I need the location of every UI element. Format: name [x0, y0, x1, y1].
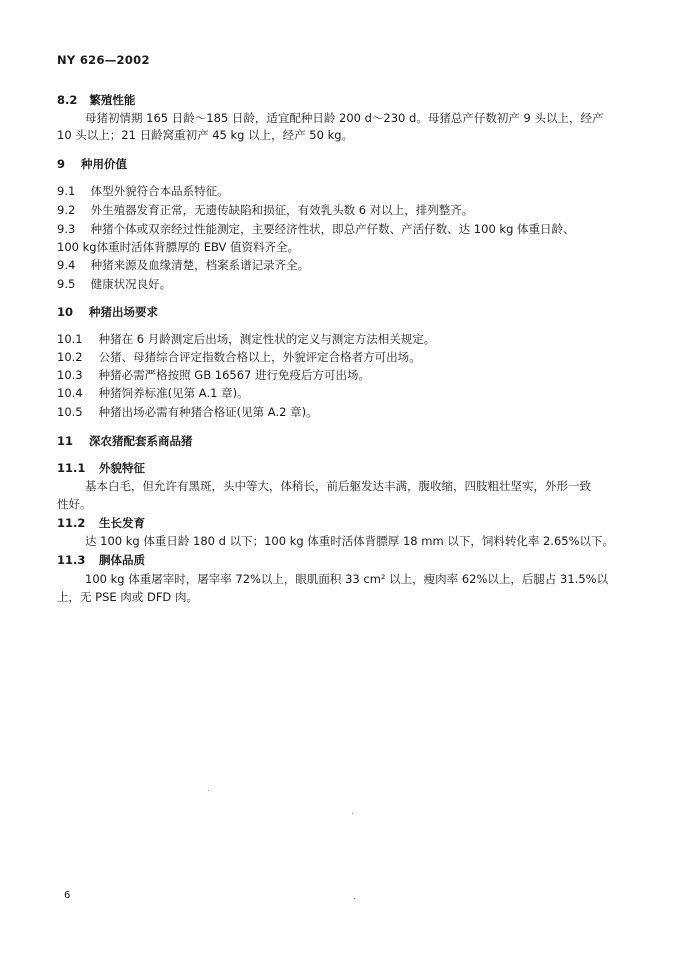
section-number: 11.3 [57, 553, 86, 567]
section-10-heading [57, 305, 158, 320]
clause-number: 9.4 [57, 258, 76, 272]
section-title: 繁殖性能 [89, 93, 136, 107]
clause-10-3 [57, 368, 370, 383]
clause-text: 种猪在 6 月龄测定后出场，测定性状的定义与测定方法相关规定。 [98, 332, 436, 346]
page-number: 6 [64, 890, 71, 901]
section-11-heading [57, 434, 193, 449]
standard-header: NY 626—2002 [57, 53, 150, 67]
clause-9-3-continued: 100 kg体重时活体背膘厚的 EBV 值资料齐全。 [57, 240, 300, 254]
clause-10-5 [57, 405, 318, 420]
section-8-2-heading [57, 93, 135, 108]
paragraph-line: 达 100 kg 体重日龄 180 d 以下；100 kg 体重时活体背膘厚 18 mm 以下，饲料转化率 2.65%以下。 [85, 534, 615, 548]
clause-10-2 [57, 350, 421, 365]
section-title: 深农猪配套系商品猪 [89, 434, 193, 448]
clause-10-1 [57, 332, 435, 347]
clause-number: 9.2 [57, 203, 76, 217]
paragraph-line: 100 kg 体重屠宰时，屠宰率 72%以上，眼肌面积 33 cm² 以上，瘦肉率 62%以上，后腿占 31.5%以 [85, 572, 609, 586]
section-title: 种用价值 [81, 157, 128, 171]
clause-text: 种猪来源及血缘清楚，档案系谱记录齐全。 [90, 258, 310, 272]
clause-number: 10.1 [57, 332, 83, 346]
clause-9-1 [57, 184, 229, 199]
clause-9-4 [57, 258, 309, 273]
clause-text: 种猪出场必需有种猪合格证(见第 A.2 章)。 [98, 405, 318, 419]
section-number: 11 [57, 434, 74, 448]
clause-10-4 [57, 386, 249, 401]
scan-speck [208, 790, 209, 791]
clause-9-3 [57, 222, 575, 237]
section-title: 胴体品质 [99, 553, 146, 567]
clause-9-5 [57, 277, 171, 292]
scan-speck [352, 813, 353, 814]
clause-number: 9.3 [57, 222, 76, 236]
section-11-2-heading [57, 516, 145, 531]
clause-text: 体型外貌符合本品系特征。 [90, 184, 229, 198]
section-11-1-heading [57, 461, 145, 476]
scan-speck [354, 898, 355, 899]
clause-number: 10.3 [57, 368, 83, 382]
clause-text: 健康状况良好。 [90, 277, 172, 291]
section-title: 种猪出场要求 [89, 305, 159, 319]
clause-number: 10.4 [57, 386, 83, 400]
paragraph-line: 基本白毛，但允许有黑斑，头中等大，体稍长，前后躯发达丰满，腹收缩，四肢粗壮坚实，外形一致 [85, 479, 591, 493]
section-number: 9 [57, 157, 66, 171]
paragraph-line: 性好。 [57, 497, 92, 511]
clause-text: 种猪必需严格按照 GB 16567 进行免疫后方可出场。 [98, 368, 371, 382]
clause-number: 10.2 [57, 350, 83, 364]
section-number: 11.1 [57, 461, 86, 475]
section-number: 11.2 [57, 516, 86, 530]
section-number: 10 [57, 305, 74, 319]
clause-9-2 [57, 203, 473, 218]
paragraph-line: 母猪初情期 165 日龄～185 日龄，适宜配种日龄 200 d～230 d。母猪总产仔数初产 9 头以上，经产 [85, 111, 604, 125]
clause-number: 10.5 [57, 405, 83, 419]
clause-text: 种猪个体或双亲经过性能测定，主要经济性状，即总产仔数、产活仔数、达 100 kg 体重日龄、 [90, 222, 575, 236]
section-9-heading [57, 157, 127, 172]
section-11-3-heading [57, 553, 145, 568]
clause-text: 种猪饲养标准(见第 A.1 章)。 [98, 386, 249, 400]
clause-text: 外生殖器发育正常，无遗传缺陷和损征，有效乳头数 6 对以上，排列整齐。 [90, 203, 474, 217]
section-number: 8.2 [57, 93, 78, 107]
paragraph-line: 10 头以上；21 日龄窝重初产 45 kg 以上，经产 50 kg。 [57, 128, 354, 142]
section-title: 外貌特征 [99, 461, 146, 475]
paragraph-line: 上，无 PSE 肉或 DFD 肉。 [57, 590, 198, 604]
section-title: 生长发育 [99, 516, 146, 530]
clause-number: 9.5 [57, 277, 76, 291]
clause-text: 公猪、母猪综合评定指数合格以上，外貌评定合格者方可出场。 [98, 350, 421, 364]
clause-number: 9.1 [57, 184, 76, 198]
